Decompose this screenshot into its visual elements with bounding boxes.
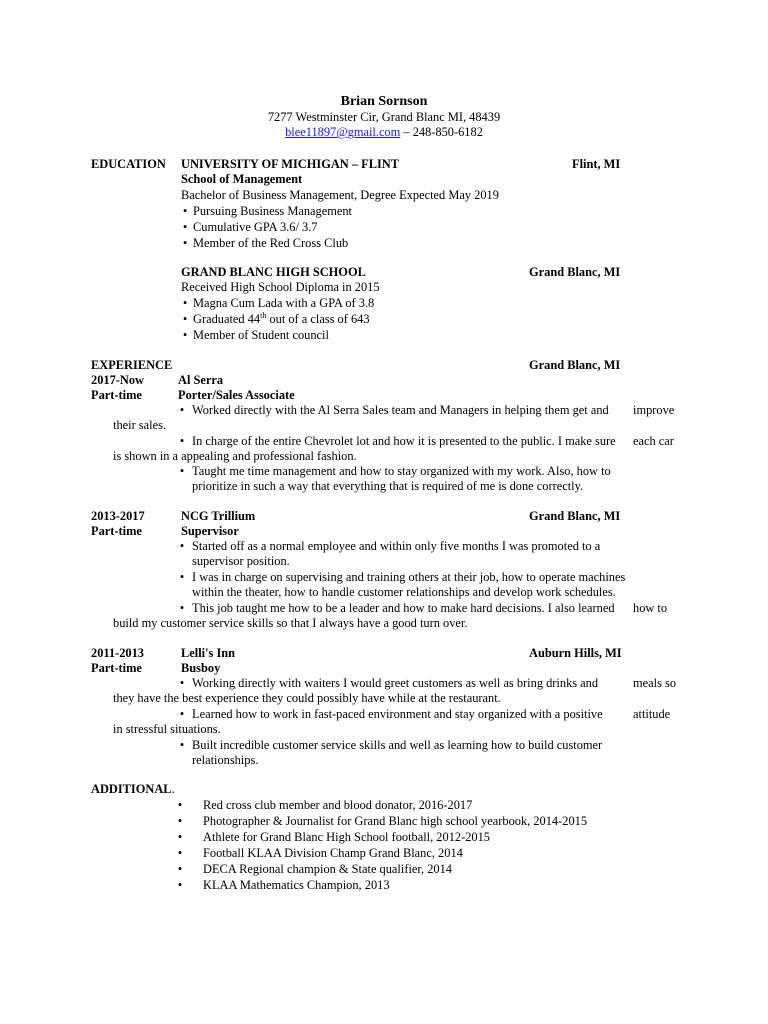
job-bullet-text: in stressful situations. — [113, 722, 221, 736]
list-item-text: Pursuing Business Management — [193, 204, 353, 218]
bullet-icon: • — [177, 846, 183, 860]
bullet-icon: • — [182, 296, 188, 310]
contact-separator: – — [400, 125, 413, 139]
experience-heading: EXPERIENCE — [91, 358, 173, 372]
job-bullet-text: is shown in a appealing and professional fashion. — [113, 449, 357, 463]
job-location: Auburn Hills, MI — [529, 646, 622, 660]
list-item-text: Member of the Red Cross Club — [193, 236, 349, 250]
additional-item: KLAA Mathematics Champion, 2013 — [203, 878, 390, 892]
education-heading: EDUCATION — [91, 157, 166, 171]
job-bullet-text: supervisor position. — [192, 554, 290, 568]
job-bullet-text: relationships. — [192, 753, 259, 767]
bullet-icon: • — [179, 403, 185, 417]
bullet-icon: • — [179, 539, 185, 553]
job-type: Part-time — [91, 661, 142, 675]
job-dates: 2017-Now — [91, 373, 144, 387]
list-item-text: Graduated 44th out of a class of 643 — [193, 310, 370, 326]
job-title: Busboy — [181, 661, 221, 675]
bullet-icon: • — [182, 328, 188, 342]
additional-heading: ADDITIONAL. — [91, 782, 175, 796]
contact-line — [0, 125, 768, 140]
experience-location: Grand Blanc, MI — [529, 358, 621, 372]
job-bullet-text: their sales. — [113, 418, 166, 432]
job-bullet-text: how to — [633, 601, 668, 615]
bullet-icon: • — [177, 814, 183, 828]
job-company: Al Serra — [178, 373, 224, 387]
job-title: Porter/Sales Associate — [178, 388, 295, 402]
job-company: Lelli's Inn — [181, 646, 236, 660]
job-bullet-text: In charge of the entire Chevrolet lot and how it is presented to the public. I make sure — [192, 434, 616, 448]
list-item-text: Cumulative GPA 3.6/ 3.7 — [193, 220, 318, 234]
list-item-text: Magna Cum Lada with a GPA of 3.8 — [193, 296, 375, 310]
job-bullet-text: Learned how to work in fast-paced environment and stay organized with a positive — [192, 707, 603, 721]
job-bullet-text: prioritize in such a way that everything that is required of me is done correctly. — [192, 479, 584, 493]
bullet-icon: • — [177, 798, 183, 812]
job-bullet-text: improve — [633, 403, 675, 417]
job-company: NCG Trillium — [181, 509, 256, 523]
job-bullet-text: Working directly with waiters I would greet customers as well as bring drinks and — [192, 676, 599, 690]
bullet-icon: • — [179, 434, 185, 448]
gbhs-location: Grand Blanc, MI — [529, 265, 621, 279]
bullet-icon: • — [179, 707, 185, 721]
job-bullet-text: This job taught me how to be a leader and how to make hard decisions. I also learned — [192, 601, 615, 615]
email-link[interactable]: blee11897@gmail.com — [285, 125, 401, 139]
job-bullet-text: I was in charge on supervising and training others at their job, how to operate machines — [192, 570, 626, 584]
address: 7277 Westminster Cir, Grand Blanc MI, 48439 — [267, 110, 501, 124]
bullet-icon: • — [179, 601, 185, 615]
list-item-text: Member of Student council — [193, 328, 329, 342]
bullet-icon: • — [182, 236, 188, 250]
job-type: Part-time — [91, 388, 142, 402]
phone: 248-850-6182 — [412, 125, 483, 139]
job-bullet-text: Taught me time management and how to stay organized with my work. Also, how to — [192, 464, 611, 478]
job-bullet-text: each car — [633, 434, 674, 448]
job-title: Supervisor — [181, 524, 239, 538]
umich-degree: Bachelor of Business Management, Degree Expected May 2019 — [181, 188, 499, 202]
job-location: Grand Blanc, MI — [529, 509, 621, 523]
additional-item: Athlete for Grand Blanc High School football, 2012-2015 — [203, 830, 490, 844]
job-dates: 2011-2013 — [91, 646, 145, 660]
additional-item: Football KLAA Division Champ Grand Blanc, 2014 — [203, 846, 463, 860]
job-bullet-text: within the theater, how to handle customer relationships and develop work schedules. — [192, 585, 616, 599]
umich-location: Flint, MI — [572, 157, 621, 171]
job-dates: 2013-2017 — [91, 509, 145, 523]
additional-item: DECA Regional champion & State qualifier, 2014 — [203, 862, 452, 876]
additional-item: Photographer & Journalist for Grand Blanc high school yearbook, 2014-2015 — [203, 814, 588, 828]
bullet-icon: • — [177, 878, 183, 892]
job-bullet-text: attitude — [633, 707, 671, 721]
additional-item: Red cross club member and blood donator, 2016-2017 — [203, 798, 473, 812]
umich-school: School of Management — [181, 172, 303, 186]
job-bullet-text: they have the best experience they could possibly have while at the restaurant. — [113, 691, 501, 705]
job-bullet-text: meals so — [633, 676, 677, 690]
bullet-icon: • — [182, 312, 188, 326]
bullet-icon: • — [177, 830, 183, 844]
bullet-icon: • — [177, 862, 183, 876]
job-bullet-text: Started off as a normal employee and within only five months I was promoted to a — [192, 539, 601, 553]
bullet-icon: • — [179, 738, 185, 752]
job-type: Part-time — [91, 524, 142, 538]
umich-name: UNIVERSITY OF MICHIGAN – FLINT — [181, 157, 400, 171]
job-bullet-text: build my customer service skills so that I always have a good turn over. — [113, 616, 468, 630]
bullet-icon: • — [182, 204, 188, 218]
job-bullet-text: Worked directly with the Al Serra Sales team and Managers in helping them get and — [192, 403, 609, 417]
bullet-icon: • — [179, 570, 185, 584]
bullet-icon: • — [182, 220, 188, 234]
candidate-name: Brian Sornson — [340, 94, 428, 109]
bullet-icon: • — [179, 676, 185, 690]
gbhs-diploma: Received High School Diploma in 2015 — [181, 280, 380, 294]
gbhs-name: GRAND BLANC HIGH SCHOOL — [181, 265, 366, 279]
job-bullet-text: Built incredible customer service skills and well as learning how to build customer — [192, 738, 603, 752]
bullet-icon: • — [179, 464, 185, 478]
